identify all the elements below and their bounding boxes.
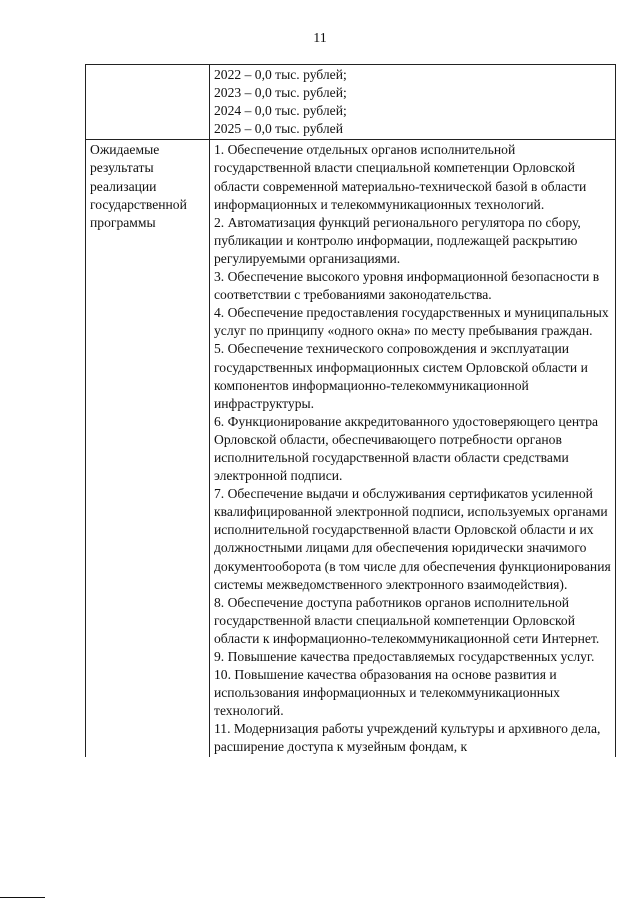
program-passport-table [85,64,616,757]
result-item: 9. Повышение качества предоставляемых государственных услуг. [214,649,595,664]
result-item: 3. Обеспечение высокого уровня информационной безопасности в соответствии с требованиями законодательства. [214,269,600,303]
result-item: 6. Функционирование аккредитованного удостоверяющего центра Орловской области, обеспечивающего потребности органов исполнительной государственной власти области средствами электронной подписи. [214,413,599,484]
row-label-line: государственной [90,196,187,212]
funding-line: 2022 – 0,0 тыс. рублей; [214,67,347,82]
result-item: 2. Автоматизация функций регионального регулятора по сбору, публикации и контролю информации, подлежащей раскрытию регулируемыми организациями. [214,214,581,266]
expected-results-value-cell [210,140,616,757]
row-label-line: результаты [90,160,154,176]
funding-label-cell [86,65,210,140]
funding-line: 2025 – 0,0 тыс. рублей [214,121,343,137]
funding-line: 2024 – 0,0 тыс. рублей; [214,103,347,119]
funding-line: 2023 – 0,0 тыс. рублей; [214,85,347,101]
funding-row [86,65,616,140]
expected-results-row [86,140,616,757]
row-label-line: программы [90,214,156,230]
funding-value-cell [210,65,616,140]
result-item: 4. Обеспечение предоставления государственных и муниципальных услуг по принципу «одного окна» по месту пребывания граждан. [214,305,609,339]
result-item: 1. Обеспечение отдельных органов исполнительной государственной власти специальной компетенции Орловской области современной материально-технической базой в области информационных и телекоммуникационных технологий. [214,142,587,212]
result-item: 8. Обеспечение доступа работников органов исполнительной государственной власти специальной компетенции Орловской области к информационно-телекоммуникационной сети Интернет. [214,594,600,646]
result-item: 10. Повышение качества образования на основе развития и использования информационных и телекоммуникационных технологий. [214,667,560,719]
page-number: 11 [313,31,327,46]
result-item: 5. Обеспечение технического сопровождения и эксплуатации государственных информационных систем Орловской области и компонентов информационно-телекоммуникационной инфраструктуры. [214,341,588,411]
result-item: 11. Модернизация работы учреждений культуры и архивного дела, расширение доступа к музейным фондам, к [214,721,601,755]
result-item: 7. Обеспечение выдачи и обслуживания сертификатов усиленной квалифицированной электронной подписи, используемых органами исполнительной государственной власти Орловской области и их должностными лицами для обеспечения юридически значимого документооборота (в том числе для обеспечения функционирования системы межведомственного электронного взаимодействия). [214,486,611,592]
row-label-line: Ожидаемые [90,142,160,158]
expected-results-label-cell [86,140,210,757]
footnote-rule [0,897,45,898]
row-label-line: реализации [90,178,157,194]
